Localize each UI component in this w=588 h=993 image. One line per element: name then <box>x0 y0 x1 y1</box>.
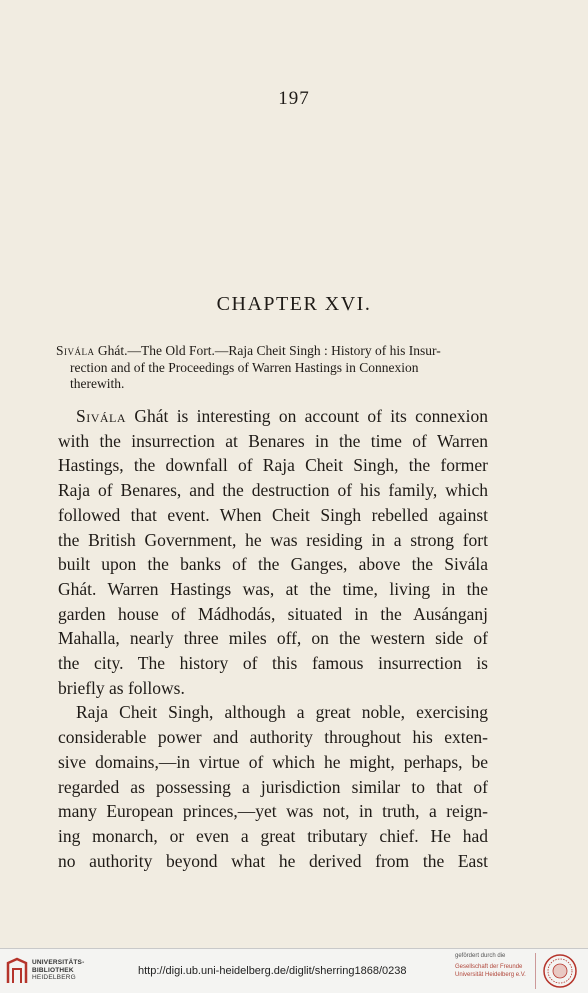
paragraph-line: built upon the banks of the Ganges, above the Sivála <box>58 554 488 575</box>
synopsis-line: Sivála Ghát.—The Old Fort.—Raja Cheit Singh : History of his Insur- <box>56 343 441 358</box>
page-number: 197 <box>278 88 310 109</box>
paragraph-line: garden house of Mádhodás, situated in the Ausánganj <box>58 603 488 624</box>
paragraph-line: no authority beyond what he derived from the East <box>58 850 488 871</box>
sponsor-label: gefördert durch die <box>455 953 506 959</box>
chapter-title: CHAPTER XVI. <box>216 293 372 315</box>
library-name: UNIVERSITÄTS- BIBLIOTHEK HEIDELBERG <box>32 959 85 982</box>
paragraph-line: Mahalla, nearly three miles off, on the western side of <box>58 628 488 649</box>
paragraph-line: ing monarch, or even a great tributary chief. He had <box>58 825 488 846</box>
paragraph-line: Raja of Benares, and the destruction of his family, which <box>58 480 488 501</box>
synopsis-line: therewith. <box>70 376 125 391</box>
paragraph-line: followed that event. When Cheit Singh rebelled against <box>58 504 488 525</box>
paragraph-line: Ghát. Warren Hastings was, at the time, living in the <box>58 578 488 599</box>
paragraph-line: briefly as follows. <box>58 677 185 698</box>
paragraph-line: considerable power and authority throughout his exten- <box>58 727 488 748</box>
paragraph-lead: Sivála <box>76 406 127 426</box>
paragraph-line: the city. The history of this famous insurrection is <box>58 653 488 674</box>
paragraph-line: Raja Cheit Singh, although a great noble, exercising <box>76 702 488 723</box>
chapter-synopsis <box>56 343 490 393</box>
paragraph-line: with the insurrection at Benares in the time of Warren <box>58 430 488 451</box>
permalink-url[interactable]: http://digi.ub.uni-heidelberg.de/diglit/sherring1868/0238 <box>138 965 407 977</box>
synopsis-line: rection and of the Proceedings of Warren Hastings in Connexion <box>70 359 419 375</box>
paragraph-line: the British Government, he was residing in a strong fort <box>58 529 488 550</box>
body-text <box>58 404 488 873</box>
synopsis-lead: Sivála <box>56 343 95 358</box>
paragraph-line: Sivála Ghát is interesting on account of its connexion <box>76 406 488 426</box>
paragraph-line: many European princes,—yet was not, in truth, a reign- <box>58 801 488 822</box>
viewer-footer <box>0 948 588 993</box>
university-seal-icon <box>542 953 578 989</box>
divider <box>535 953 536 989</box>
paragraph-line: Hastings, the downfall of Raja Cheit Singh, the former <box>58 455 488 476</box>
paragraph-line: sive domains,—in virtue of which he might, perhaps, be <box>58 751 488 772</box>
paragraph-line: regarded as possessing a jurisdiction similar to that of <box>58 776 488 797</box>
sponsor-name[interactable]: Gesellschaft der Freunde Universität Heidelberg e.V. <box>455 964 526 978</box>
library-logo-icon[interactable] <box>6 957 28 985</box>
